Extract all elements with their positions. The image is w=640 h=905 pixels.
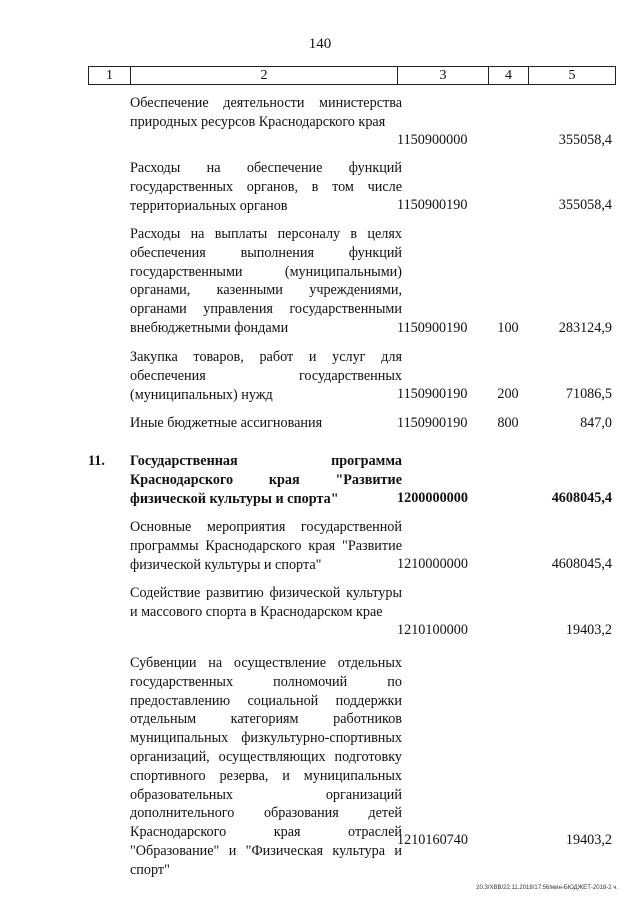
row-code: 1150900190 xyxy=(397,197,468,214)
page-number: 140 xyxy=(308,36,332,52)
row-name: Иные бюджетные ассигнования xyxy=(130,415,323,431)
row-amount: 355058,4 xyxy=(558,197,612,214)
row-expense-type: 200 xyxy=(497,386,519,403)
row-amount: 19403,2 xyxy=(565,832,612,849)
row-name: Закупка товаров, работ и услуг для обеспечения государственных (муниципальных) нужд xyxy=(130,349,402,403)
row-amount: 283124,9 xyxy=(558,320,612,337)
table-row xyxy=(88,518,615,574)
table-row xyxy=(88,348,615,404)
row-code: 1150900190 xyxy=(397,320,468,337)
row-expense-type: 800 xyxy=(497,415,519,432)
program-number: 11. xyxy=(88,453,105,469)
column-header-5: 5 xyxy=(529,67,616,85)
row-name: Субвенции на осуществление отдельных государственных полномочий по предоставлению социальной поддержки отдельным категориям работников муниципальных физкультурно-спортивных организаций, осуществляющих подготовку спортивного резерва, и муниципальных образовательных организаций дополнительного образования детей Краснодарского края отраслей "Образование" и "Физическая культура и спорт" xyxy=(130,655,402,878)
row-name: Расходы на обеспечение функций государственных органов, в том числе территориальных органов xyxy=(130,160,402,214)
row-code: 1150900000 xyxy=(397,132,468,149)
table-row xyxy=(88,159,615,215)
row-amount: 71086,5 xyxy=(565,386,612,403)
table-row xyxy=(88,654,615,878)
row-code: 1150900190 xyxy=(397,415,468,432)
row-amount: 4608045,4 xyxy=(551,556,612,573)
row-expense-type: 100 xyxy=(497,320,519,337)
row-name: Обеспечение деятельности министерства природных ресурсов Краснодарского края xyxy=(130,95,402,130)
table-row xyxy=(88,414,615,433)
table-row-program xyxy=(88,452,615,508)
row-code: 1200000000 xyxy=(397,490,468,507)
row-name: Содействие развитию физической культуры и массового спорта в Краснодарском крае xyxy=(130,585,402,620)
column-header-2: 2 xyxy=(131,67,398,85)
table-row xyxy=(88,225,615,338)
table-row xyxy=(88,94,615,150)
row-amount: 355058,4 xyxy=(558,132,612,149)
row-code: 1210100000 xyxy=(397,622,468,639)
row-code: 1210000000 xyxy=(397,556,468,573)
column-header-3: 3 xyxy=(398,67,489,85)
column-header-1: 1 xyxy=(89,67,131,85)
row-amount: 19403,2 xyxy=(565,622,612,639)
row-code: 1210160740 xyxy=(397,832,468,849)
column-header-row xyxy=(88,66,616,85)
row-name: Расходы на выплаты персоналу в целях обеспечения выполнения функций государственными (муниципальными) органами, казенными учреждениями, органами управления государственными внебюджетными фондами xyxy=(130,226,402,336)
row-name: Основные мероприятия государственной программы Краснодарского края "Развитие физической культуры и спорта" xyxy=(130,519,402,573)
document-footer-code: 20.3/ХВВ/22.11.2018/17:56/мин-БЮДЖЕТ-2018-2 ч. xyxy=(476,885,618,891)
row-name: Государственная программа Краснодарского края "Развитие физической культуры и спорта" xyxy=(130,453,402,507)
row-amount: 4608045,4 xyxy=(551,490,612,507)
table-row xyxy=(88,584,615,640)
row-code: 1150900190 xyxy=(397,386,468,403)
column-header-4: 4 xyxy=(489,67,529,85)
row-amount: 847,0 xyxy=(580,415,612,432)
